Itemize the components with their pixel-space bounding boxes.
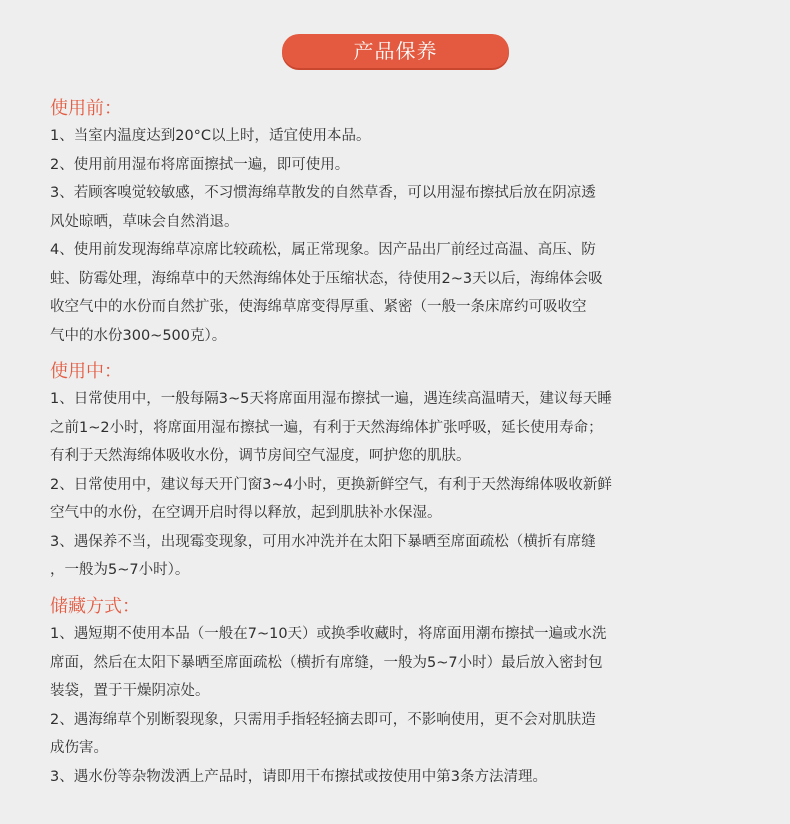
section-before-use	[50, 96, 760, 350]
item-line: 席面，然后在太阳下暴晒至席面疏松（横折有席缝，一般为5~7小时）最后放入密封包	[50, 654, 603, 671]
item-line: 成伤害。	[50, 740, 108, 756]
header	[0, 34, 790, 68]
item-line: 4、使用前发现海绵草凉席比较疏松，属正常现象。因产品出厂前经过高温、高压、防	[50, 242, 596, 258]
section-title-during-use: 使用中：	[50, 361, 122, 382]
item-line: 3、遇水份等杂物泼洒上产品时，请即用干布擦拭或按使用中第3条方法清理。	[50, 768, 547, 785]
list-item	[50, 763, 760, 792]
item-line: 3、若顾客嗅觉较敏感，不习惯海绵草散发的自然草香，可以用湿布擦拭后放在阴凉透	[50, 185, 596, 201]
item-line: 1、遇短期不使用本品（一般在7~10天）或换季收藏时，将席面用潮布擦拭一遍或水洗	[50, 626, 607, 642]
list-item	[50, 122, 760, 151]
list-item	[50, 151, 760, 180]
list-item	[50, 706, 760, 763]
item-line: 风处晾晒，草味会自然消退。	[50, 213, 239, 230]
item-line: 2、遇海绵草个别断裂现象，只需用手指轻轻摘去即可，不影响使用，更不会对肌肤造	[50, 711, 596, 728]
list-item	[50, 528, 760, 585]
section-title-storage: 储藏方式：	[50, 596, 140, 617]
section-storage	[50, 594, 760, 791]
section-title-before-use: 使用前：	[50, 98, 122, 119]
section-during-use	[50, 359, 760, 585]
item-line: 收空气中的水份而自然扩张，使海绵草席变得厚重、紧密（一般一条床席约可吸收空	[50, 299, 587, 315]
item-line: 1、日常使用中，一般每隔3~5天将席面用湿布擦拭一遍，遇连续高温晴天，建议每天睡	[50, 391, 612, 407]
item-line: 空气中的水份，在空调开启时得以释放，起到肌肤补水保湿。	[50, 505, 442, 521]
item-line: 之前1~2小时，将席面用湿布擦拭一遍，有利于天然海绵体扩张呼吸，延长使用寿命；	[50, 419, 603, 436]
list-item	[50, 385, 760, 471]
item-line: ，一般为5~7小时）。	[50, 562, 190, 578]
item-line: 2、使用前用湿布将席面擦拭一遍，即可使用。	[50, 156, 350, 173]
list-item	[50, 620, 760, 706]
item-line: 1、当室内温度达到20°C以上时，适宜使用本品。	[50, 128, 371, 144]
list-item	[50, 179, 760, 236]
item-line: 3、遇保养不当，出现霉变现象，可用水冲洗并在太阳下暴晒至席面疏松（横折有席缝	[50, 533, 596, 550]
list-item	[50, 471, 760, 528]
page-title: 产品保养	[282, 34, 509, 68]
list-item	[50, 236, 760, 350]
item-line: 2、日常使用中，建议每天开门窗3~4小时，更换新鲜空气，有利于天然海绵体吸收新鲜	[50, 476, 612, 493]
item-line: 蛀、防霉处理，海绵草中的天然海绵体处于压缩状态，待使用2~3天以后，海绵体会吸	[50, 270, 603, 287]
item-line: 装袋，置于干燥阴凉处。	[50, 683, 210, 699]
item-line: 有利于天然海绵体吸收水份，调节房间空气湿度，呵护您的肌肤。	[50, 448, 471, 464]
item-line: 气中的水份300~500克）。	[50, 327, 227, 344]
